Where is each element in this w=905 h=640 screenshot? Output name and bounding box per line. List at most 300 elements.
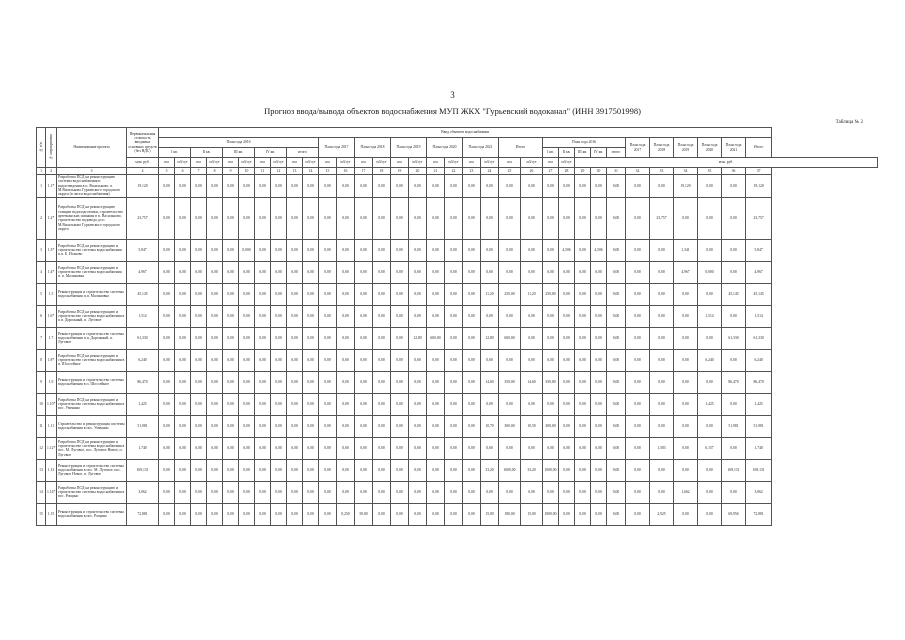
row-value: 0,00 (391, 437, 409, 459)
row-value: 0,00 (191, 349, 207, 371)
row-value: 0,00 (391, 261, 409, 283)
row-value: 0,00 (463, 175, 481, 198)
row-value: 0,00 (626, 437, 650, 459)
row-value: 0,00 (191, 503, 207, 525)
row-value: 86,470 (722, 371, 746, 393)
row-value: 0,00 (559, 459, 575, 481)
row-value: 0,00 (319, 175, 337, 198)
row-value: 0,00 (445, 481, 463, 503)
row-value: 0,00 (626, 305, 650, 327)
row-value: 0,00 (223, 459, 239, 481)
row-value: 0,00 (391, 415, 409, 437)
col-total: Итого (499, 138, 543, 158)
row-value: 0,00 (499, 437, 521, 459)
row-value: 0,00 (223, 437, 239, 459)
row-value: 0,00 (481, 197, 499, 239)
row-value: 0,00 (373, 283, 391, 305)
row-value: 0,00 (223, 503, 239, 525)
row-value: 0,00 (303, 437, 319, 459)
row-value: 0,00 (373, 371, 391, 393)
row-value: 0,00 (559, 283, 575, 305)
row-value: 350,00 (499, 371, 521, 393)
col-code: № мероприятия (46, 128, 57, 168)
row-value: 0,00 (575, 197, 591, 239)
row-value: 0,00 (239, 459, 255, 481)
row-value: 0,00 (499, 197, 521, 239)
row-value: 0,00 (409, 175, 427, 198)
row-value: 0,00 (207, 327, 223, 349)
row-value: 45,145 (722, 283, 746, 305)
row-value: 0,00 (445, 283, 463, 305)
col-p2020: План года 2020 (698, 138, 722, 158)
row-value: 0,00 (373, 327, 391, 349)
row-value: 0,00 (591, 437, 607, 459)
row-number: 11 (37, 415, 46, 437)
index-cell: 34 (674, 168, 698, 175)
col-q4: IV кв. (255, 148, 287, 158)
row-number: 5 (37, 283, 46, 305)
row-value: 0,00 (271, 371, 287, 393)
row-value: 300,00 (543, 415, 559, 437)
row-value: 0,00 (255, 305, 271, 327)
row-code: 1.7 (46, 327, 57, 349)
row-name: Разработка ПСД на реконструкцию станции водоподготовки, строительство артезианских скважин в п. Васильково, строительство водовода до п. М.Васильково Гурьевского городского округа (57, 197, 127, 239)
row-value: 0,00 (463, 283, 481, 305)
row-code: 1.15 (46, 503, 57, 525)
row-value: 0,00 (650, 459, 674, 481)
row-value: 0,00 (287, 305, 303, 327)
index-cell: 27 (543, 168, 559, 175)
col-input-group: Ввод объектов водоснабжения (159, 128, 772, 138)
row-value: 0,00 (355, 175, 373, 198)
row-value: 0,00 (391, 305, 409, 327)
row-value: 0,00 (303, 349, 319, 371)
row-value: 0,00 (287, 415, 303, 437)
row-value: 4,967 (746, 261, 772, 283)
row-value: 0,00 (191, 481, 207, 503)
row-value: 0,00 (445, 239, 463, 261)
row-value: 0,00 (722, 481, 746, 503)
col-p2019: План года 2019 (674, 138, 698, 158)
row-value: 0,00 (591, 349, 607, 371)
row-value: 0,00 (223, 239, 239, 261)
row-value: 33,20 (521, 459, 543, 481)
row-value: 0,00 (303, 459, 319, 481)
row-value: 0,00 (559, 503, 575, 525)
row-value: 0,00 (287, 481, 303, 503)
row-value: 0,00 (463, 327, 481, 349)
row-value: 0,00 (591, 175, 607, 198)
row-value: 0,00 (674, 437, 698, 459)
row-value: 0,00 (255, 459, 271, 481)
row-value: 0,00 (607, 305, 626, 327)
col-out-q2: II кв. (559, 148, 575, 158)
row-value: 0,00 (159, 437, 175, 459)
row-value: 0,00 (191, 283, 207, 305)
row-value: 0,00 (223, 481, 239, 503)
row-value: 0,00 (521, 197, 543, 239)
row-value: 0,00 (722, 239, 746, 261)
row-value: 0,00 (445, 459, 463, 481)
table-row (37, 349, 878, 371)
row-value: 169,131 (722, 459, 746, 481)
row-value: 0,00 (239, 261, 255, 283)
row-value: 0,00 (319, 305, 337, 327)
row-code: 1.3* (46, 239, 57, 261)
row-value: 0,00 (391, 393, 409, 415)
row-value: 0,00 (543, 481, 559, 503)
row-value: 0,00 (287, 327, 303, 349)
row-value: 0,00 (175, 349, 191, 371)
row-value: 0,00 (287, 437, 303, 459)
row-value: 0,00 (159, 261, 175, 283)
row-value: 0,00 (207, 371, 223, 393)
row-value: 0,00 (159, 327, 175, 349)
row-value: 0,00 (607, 437, 626, 459)
row-value: 0,00 (427, 437, 445, 459)
row-value: 0,00 (319, 283, 337, 305)
row-value: 0,00 (409, 503, 427, 525)
index-cell: 33 (650, 168, 674, 175)
row-value: 0,00 (427, 175, 445, 198)
row-value: 0,00 (207, 481, 223, 503)
row-value: 0,00 (607, 481, 626, 503)
row-name: Реконструкция и строительство системы водоснабжения п.п. Малиновка (57, 283, 127, 305)
row-value: 11,20 (521, 283, 543, 305)
row-value: 0,00 (543, 349, 559, 371)
row-value: 0,00 (287, 239, 303, 261)
row-value: 0,00 (626, 415, 650, 437)
row-number: 2 (37, 197, 46, 239)
row-value: 0,00 (159, 305, 175, 327)
row-value: 0,00 (287, 459, 303, 481)
row-value: 0,00 (409, 305, 427, 327)
row-value: 1,662 (674, 481, 698, 503)
index-cell: 26 (521, 168, 543, 175)
row-value: 0,00 (319, 371, 337, 393)
row-cost: 51,981 (127, 415, 159, 437)
table-row (37, 197, 878, 239)
row-value: 0,00 (337, 349, 355, 371)
row-value: 0,00 (255, 393, 271, 415)
row-number: 8 (37, 349, 46, 371)
row-value: 0,00 (239, 305, 255, 327)
row-value: 0,00 (591, 503, 607, 525)
index-cell: 28 (559, 168, 575, 175)
row-value: 51,981 (746, 415, 772, 437)
row-value: 0,00 (373, 349, 391, 371)
row-value: 0,00 (303, 305, 319, 327)
index-cell: 37 (746, 168, 772, 175)
row-value: 0,00 (722, 175, 746, 198)
row-value: 0,00 (445, 437, 463, 459)
row-value: 0,00 (607, 503, 626, 525)
col-out-itogo: итого (607, 148, 626, 158)
row-value: 0,00 (239, 503, 255, 525)
row-value: 0,00 (674, 371, 698, 393)
row-value: 0,00 (337, 459, 355, 481)
row-value: 0,00 (239, 327, 255, 349)
row-cost: 61,330 (127, 327, 159, 349)
row-value: 0,00 (445, 503, 463, 525)
row-value: 1,425 (746, 393, 772, 415)
row-code: 1.9 (46, 371, 57, 393)
row-value: 0,00 (303, 283, 319, 305)
row-value: 0,00 (674, 415, 698, 437)
col-name: Наименование проекта (57, 128, 127, 168)
row-value: 0,00 (481, 481, 499, 503)
index-cell: 32 (626, 168, 650, 175)
row-value: 0,00 (337, 371, 355, 393)
row-value: 0,00 (650, 371, 674, 393)
row-value: 600,00 (499, 327, 521, 349)
row-value: 61,330 (746, 327, 772, 349)
row-value: 0,00 (626, 503, 650, 525)
index-cell: 5 (159, 168, 175, 175)
row-value: 0,00 (391, 503, 409, 525)
row-value: 0,00 (409, 393, 427, 415)
row-value: 0,00 (626, 481, 650, 503)
row-value: 0,00 (427, 371, 445, 393)
row-value: 0,00 (427, 283, 445, 305)
row-value: 0,00 (499, 239, 521, 261)
row-value: 0,00 (255, 503, 271, 525)
row-value: 0,00 (543, 239, 559, 261)
row-value: 0,00 (223, 261, 239, 283)
row-cost: 4,967 (127, 261, 159, 283)
row-value: 0,00 (674, 459, 698, 481)
row-value: 0,00 (207, 261, 223, 283)
row-value: 0,00 (337, 175, 355, 198)
row-value: 0,00 (591, 371, 607, 393)
row-value: 0,00 (591, 261, 607, 283)
row-value: 0,00 (287, 283, 303, 305)
row-value: 0,00 (239, 283, 255, 305)
row-value: 0,00 (207, 349, 223, 371)
index-cell: 3 (57, 168, 127, 175)
row-value: 0,00 (409, 197, 427, 239)
row-value: 0,00 (207, 437, 223, 459)
row-value: 0,00 (607, 349, 626, 371)
row-value: 0,00 (521, 349, 543, 371)
index-cell: 11 (255, 168, 271, 175)
row-value: 0,00 (355, 327, 373, 349)
index-cell: 16 (337, 168, 355, 175)
row-value: 0,00 (481, 239, 499, 261)
row-value: 0,00 (239, 393, 255, 415)
row-value: 0,00 (559, 327, 575, 349)
col-p-total: Итого (746, 138, 772, 158)
row-value: 0,00 (463, 459, 481, 481)
row-cost: 72,881 (127, 503, 159, 525)
row-value: 0,00 (175, 261, 191, 283)
row-value: 0,00 (255, 437, 271, 459)
row-value: 0,00 (427, 197, 445, 239)
row-value: 0,00 (463, 503, 481, 525)
row-value: 0,00 (239, 415, 255, 437)
row-value: 0,00 (591, 393, 607, 415)
row-name: Разработка ПСД на реконструкцию и строительство системы водоснабжения п.п. Б. Исаково (57, 239, 127, 261)
row-value: 0,250 (337, 503, 355, 525)
col-y2020: План года 2020 (427, 138, 463, 158)
table-row (37, 437, 878, 459)
index-cell: 20 (409, 168, 427, 175)
row-value: 0,00 (463, 371, 481, 393)
index-cell: 23 (463, 168, 481, 175)
row-value: 0,00 (698, 197, 722, 239)
row-value: 19,120 (674, 175, 698, 198)
row-value: 0,00 (445, 327, 463, 349)
row-value: 0,00 (355, 437, 373, 459)
row-value: 0,00 (575, 481, 591, 503)
row-value: 0,00 (521, 261, 543, 283)
row-value: 0,00 (207, 503, 223, 525)
row-value: 0,00 (191, 305, 207, 327)
row-value: 10,50 (521, 415, 543, 437)
row-value: 0,00 (207, 283, 223, 305)
row-value: 0,00 (499, 305, 521, 327)
index-row (37, 168, 878, 175)
row-value: 0,00 (223, 393, 239, 415)
row-value: 0,00 (445, 349, 463, 371)
row-value: 0,00 (543, 437, 559, 459)
row-value: 0,00 (303, 175, 319, 198)
row-value: 0,00 (499, 349, 521, 371)
col-out-plan: План года 2016 (543, 138, 626, 148)
row-value: 0,157 (698, 437, 722, 459)
row-value: 0,00 (319, 197, 337, 239)
row-value: 0,00 (287, 503, 303, 525)
col-out-q4: IV кв. (591, 148, 607, 158)
row-value: 0,00 (591, 459, 607, 481)
row-value: 0,00 (391, 283, 409, 305)
row-name: Разработка ПСД на реконструкцию и строительство системы водоснабжения в пос. Уменино (57, 393, 127, 415)
row-value: 0,00 (674, 305, 698, 327)
table-row (37, 459, 878, 481)
index-cell: 19 (391, 168, 409, 175)
row-number: 13 (37, 459, 46, 481)
row-value: 250,00 (499, 283, 521, 305)
row-value: 0,00 (607, 371, 626, 393)
row-value: 0,00 (650, 283, 674, 305)
row-value: 0,00 (337, 437, 355, 459)
row-value: 0,00 (559, 415, 575, 437)
row-value: 0,00 (427, 349, 445, 371)
row-value: 0,00 (175, 459, 191, 481)
row-value: 0,00 (207, 415, 223, 437)
row-value: 0,00 (698, 371, 722, 393)
row-value: 15,00 (481, 503, 499, 525)
row-value: 0,00 (591, 481, 607, 503)
row-value: 0,00 (239, 349, 255, 371)
row-code: 1.8* (46, 349, 57, 371)
row-value: 0,00 (499, 481, 521, 503)
row-number: 3 (37, 239, 46, 261)
row-value: 0,00 (271, 349, 287, 371)
row-value: 0,00 (287, 393, 303, 415)
row-value: 0,00 (303, 415, 319, 437)
table-row (37, 305, 878, 327)
table-row (37, 175, 878, 198)
row-value: 0,00 (271, 503, 287, 525)
row-value: 1,341 (674, 239, 698, 261)
row-value: 0,00 (463, 197, 481, 239)
row-value: 0,00 (355, 371, 373, 393)
row-value: 0,00 (427, 503, 445, 525)
row-value: 0,00 (207, 305, 223, 327)
row-value: 0,00 (239, 371, 255, 393)
row-value: 0,00 (223, 305, 239, 327)
index-cell: 9 (223, 168, 239, 175)
row-value: 0,00 (575, 437, 591, 459)
row-value: 0,00 (543, 261, 559, 283)
row-value: 0,00 (303, 481, 319, 503)
row-value: 0,00 (559, 349, 575, 371)
row-value: 0,00 (175, 327, 191, 349)
row-value: 0,00 (543, 305, 559, 327)
row-number: 10 (37, 393, 46, 415)
row-value: 0,00 (373, 261, 391, 283)
row-value: 51,981 (722, 415, 746, 437)
row-value: 0,00 (722, 261, 746, 283)
row-value: 0,00 (355, 239, 373, 261)
row-value: 0,00 (575, 459, 591, 481)
row-value: 350,00 (543, 371, 559, 393)
row-number: 14 (37, 481, 46, 503)
row-value: 0,00 (255, 371, 271, 393)
row-value: 0,00 (303, 327, 319, 349)
row-value: 0,00 (373, 239, 391, 261)
row-name: Разработка ПСД на реконструкцию и строительство системы водоснабжения п. п. Малиновка (57, 261, 127, 283)
row-name: Строительство и реконструкция системы водоснабжения в пос. Уменино (57, 415, 127, 437)
page-number: 3 (450, 90, 455, 100)
row-value: 0,00 (207, 197, 223, 239)
row-value: 0,00 (575, 371, 591, 393)
row-value: 0,00 (409, 459, 427, 481)
row-value: 0,00 (303, 503, 319, 525)
row-value: 0,00 (427, 415, 445, 437)
row-value: 23,757 (650, 197, 674, 239)
row-code: 1.10* (46, 393, 57, 415)
row-value: 0,00 (303, 261, 319, 283)
index-cell: 18 (373, 168, 391, 175)
col-n: № п/п (37, 128, 46, 168)
row-value: 0,00 (271, 415, 287, 437)
index-cell: 2 (46, 168, 57, 175)
row-value: 169,131 (746, 459, 772, 481)
row-value: 1,425 (698, 393, 722, 415)
row-value: 0,00 (373, 481, 391, 503)
row-value: 12,80 (409, 327, 427, 349)
row-value: 0,00 (409, 481, 427, 503)
row-value: 0,00 (255, 481, 271, 503)
row-cost: 86,470 (127, 371, 159, 393)
row-value: 4,967 (674, 261, 698, 283)
row-value: 0,00 (355, 305, 373, 327)
col-y2017: План года 2017 (319, 138, 355, 158)
row-value: 0,00 (271, 481, 287, 503)
row-value: 0,00 (409, 261, 427, 283)
row-value: 0,00 (319, 481, 337, 503)
row-value: 0,00 (575, 305, 591, 327)
row-value: 180,00 (499, 503, 521, 525)
table-row (37, 371, 878, 393)
row-value: 0,00 (159, 459, 175, 481)
units-row: млн. руб. км м3/сут км м3/сут км м3/сут км м3/сут км м3/сут км м3/сут км м3/сут км м3/сут км м3/сут км м3/сут км м3/сут км м3/сут млн. руб. (37, 158, 878, 168)
row-value: 0,00 (175, 283, 191, 305)
row-value: 0,00 (337, 327, 355, 349)
row-value: 0,00 (674, 503, 698, 525)
